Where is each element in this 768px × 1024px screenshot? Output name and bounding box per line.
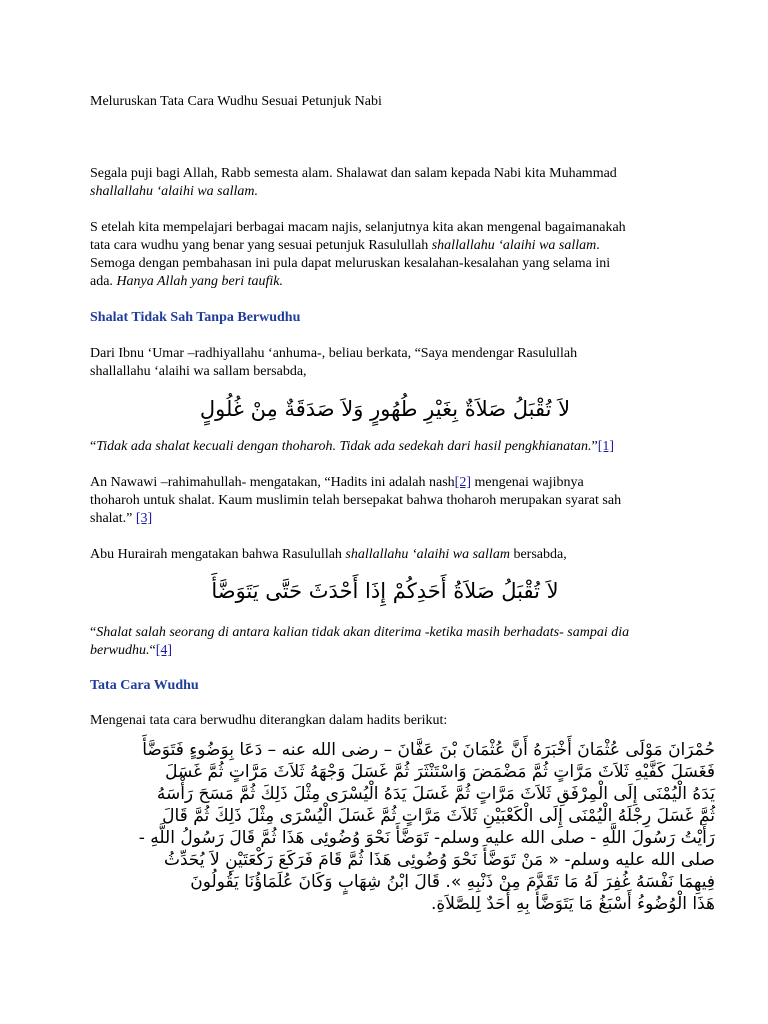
- para4-text-b: mengenai wajibnya: [470, 475, 584, 490]
- quote2-close: “: [149, 643, 156, 658]
- para2-line-1: S etelah kita mempelajari berbagai macam najis, selanjutnya kita akan mengenal bagaimanakah: [90, 220, 626, 235]
- arabic-block-line-7: فِيهِمَا نَفْسَهُ غُفِرَ لَهُ مَا تَقَدَّمَ مِنْ ذَنْبِهِ ». قَالَ ابْنُ شِهَابٍ وَكَانَ عُلَمَاؤُنَا يَقُولُونَ: [190, 872, 715, 892]
- quote2-line-1: [90, 624, 629, 642]
- para4-line-2: thoharoh untuk shalat. Kaum muslimin telah bersepakat bahwa thoharoh merupakan syarat sah: [90, 493, 622, 508]
- arabic-hadith-1: لاَ تُقْبَلُ صَلاَةٌ بِغَيْرِ طُهُورٍ وَلاَ صَدَقَةٌ مِنْ غُلُولٍ: [199, 397, 571, 421]
- para5-salawat: shallallahu ‘alaihi wa sallam: [345, 547, 510, 562]
- quote1-open: “: [90, 439, 97, 454]
- quote2-line-2: [90, 642, 172, 660]
- arabic-block-line-1: حُمْرَانَ مَوْلَى عُثْمَانَ أَخْبَرَهُ أَنَّ عُثْمَانَ بْنَ عَفَّانَ – رضى الله عنه – دَعَا بِوَضُوءٍ فَتَوَضَّأَ: [142, 740, 715, 760]
- quote1-line: [90, 438, 614, 456]
- para3-line-2: shallallahu ‘alaihi wa sallam bersabda,: [90, 364, 307, 379]
- para6-line: Mengenai tata cara berwudhu diterangkan dalam hadits berikut:: [90, 713, 448, 728]
- para5-line: [90, 546, 567, 564]
- para4-shalat: shalat.”: [90, 511, 136, 526]
- para3-line-1: Dari Ibnu ‘Umar –radhiyallahu ‘anhuma-, beliau berkata, “Saya mendengar Rasulullah: [90, 346, 578, 361]
- intro-line-1: Segala puji bagi Allah, Rabb semesta alam. Shalawat dan salam kepada Nabi kita Muhammad: [90, 166, 617, 181]
- quote1-close: ”: [591, 439, 598, 454]
- footnote-link-2[interactable]: [2]: [454, 475, 471, 490]
- para2-salawat: shallallahu ‘alaihi wa sallam: [431, 238, 597, 253]
- quote2-text-1: Shalat salah seorang di antara kalian tidak akan diterima -ketika masih berhadats- sampai dia: [96, 625, 630, 640]
- para2-text: tata cara wudhu yang benar yang sesuai petunjuk Rasulullah: [90, 238, 432, 253]
- heading-shalat-tidak-sah: Shalat Tidak Sah Tanpa Berwudhu: [90, 310, 301, 325]
- arabic-block-line-2: فَغَسَلَ كَفَّيْهِ ثَلاَثَ مَرَّاتٍ ثُمَّ مَضْمَضَ وَاسْتَنْثَرَ ثُمَّ غَسَلَ وَجْهَهُ ثَلاَثَ مَرَّاتٍ ثُمَّ غَسَلَ: [165, 762, 715, 782]
- para4-line-1: [90, 474, 584, 492]
- arabic-block-line-3: يَدَهُ الْيُمْنَى إِلَى الْمِرْفَقِ ثَلاَثَ مَرَّاتٍ ثُمَّ غَسَلَ يَدَهُ الْيُسْرَى مِثْلَ ذَلِكَ ثُمَّ مَسَحَ رَأْسَهُ: [156, 784, 715, 804]
- heading-tata-cara-wudhu: Tata Cara Wudhu: [90, 678, 199, 693]
- arabic-block-line-4: ثُمَّ غَسَلَ رِجْلَهُ الْيُمْنَى إِلَى الْكَعْبَيْنِ ثَلاَثَ مَرَّاتٍ ثُمَّ غَسَلَ الْيُسْرَى مِثْلَ ذَلِكَ ثُمَّ قَالَ: [162, 806, 715, 826]
- document-title: Meluruskan Tata Cara Wudhu Sesuai Petunjuk Nabi: [90, 94, 382, 109]
- para4-text-a: An Nawawi –rahimahullah- mengatakan, “Hadits ini adalah nash: [90, 475, 455, 490]
- footnote-link-4[interactable]: [4]: [155, 643, 173, 658]
- footnote-link-1[interactable]: [1]: [597, 439, 615, 454]
- quote1-text: Tidak ada shalat kecuali dengan thoharoh. Tidak ada sedekah dari hasil pengkhianatan.: [96, 439, 592, 454]
- quote2-text-2: berwudhu.: [90, 643, 150, 658]
- quote2-open: “: [90, 625, 97, 640]
- arabic-block-line-6: صلى الله عليه وسلم- « مَنْ تَوَضَّأَ نَحْوَ وُضُوئِى هَذَا ثُمَّ قَامَ فَرَكَعَ رَكْعَتَيْنِ لاَ يُحَدِّثُ: [163, 850, 715, 870]
- arabic-block-line-5: رَأَيْتُ رَسُولَ اللَّهِ - صلى الله عليه وسلم- تَوَضَّأَ نَحْوَ وُضُوئِى هَذَا ثُمَّ قَالَ رَسُولُ اللَّهِ -: [138, 828, 715, 848]
- arabic-hadith-2: لاَ تُقْبَلُ صَلاَةُ أَحَدِكُمْ إِذَا أَحْدَثَ حَتَّى يَتَوَضَّأَ: [211, 579, 559, 603]
- para2-ada: ada.: [90, 274, 117, 289]
- arabic-block-line-8: هَذَا الْوُضُوءُ أَسْبَغُ مَا يَتَوَضَّأُ بِهِ أَحَدٌ لِلصَّلاَةِ.: [430, 894, 715, 914]
- para2-taufik: Hanya Allah yang beri taufik.: [116, 274, 283, 289]
- para5-text-a: Abu Hurairah mengatakan bahwa Rasulullah: [90, 547, 346, 562]
- para5-text-c: bersabda,: [509, 547, 567, 562]
- para2-period: .: [596, 238, 600, 253]
- intro-line-2: shallallahu ‘alaihi wa sallam.: [90, 184, 259, 199]
- para2-line-2: [90, 237, 600, 255]
- footnote-link-3[interactable]: [3]: [135, 511, 153, 526]
- para2-line-3: Semoga dengan pembahasan ini pula dapat meluruskan kesalahan-kesalahan yang selama ini: [90, 256, 611, 271]
- para4-line-3: [90, 510, 152, 528]
- para2-line-4: [90, 273, 283, 291]
